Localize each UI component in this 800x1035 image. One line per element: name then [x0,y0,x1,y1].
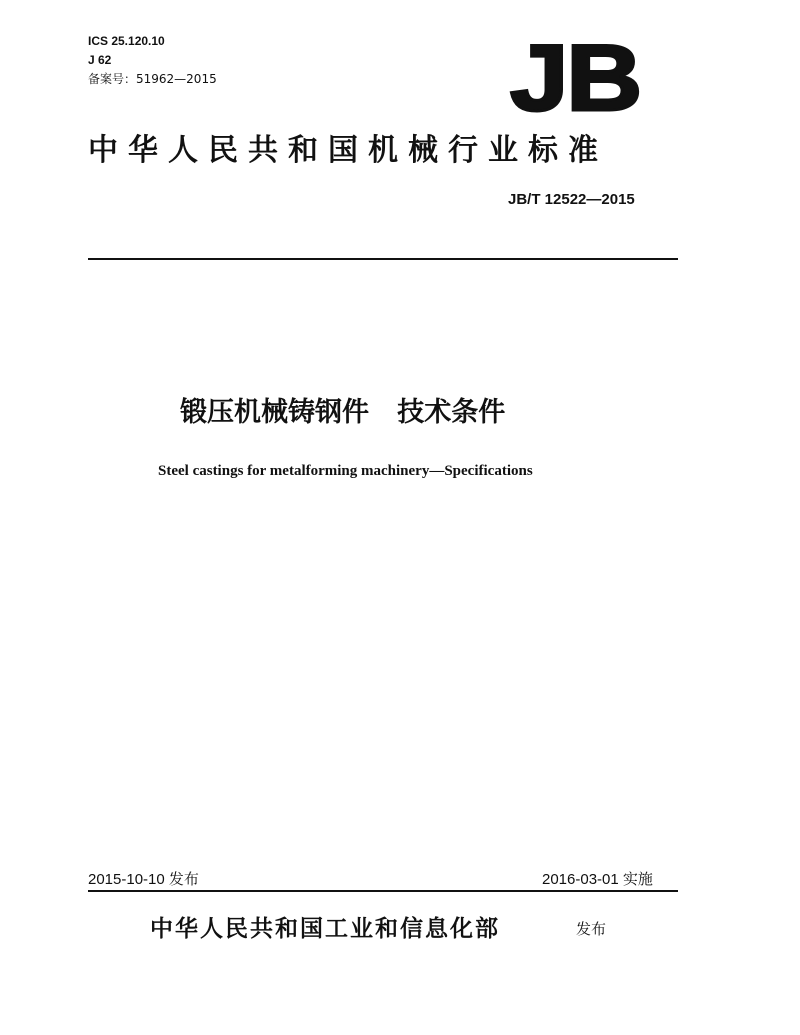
issue-date: 2015-10-10 发布 [88,871,199,888]
standard-number: JB/T 12522—2015 [508,191,635,208]
document-title-cn: 锻压机械铸钢件 技术条件 [180,397,506,428]
publisher-suffix: 发布 [576,920,607,938]
bottom-divider [88,890,678,892]
implementation-date: 2016-03-01 实施 [542,871,653,888]
document-title-en: Steel castings for metalforming machinery—Specifications [158,463,533,479]
publisher-name: 中华人民共和国工业和信息化部 [150,916,500,942]
ics-code: ICS 25.120.10 [88,34,165,48]
ccs-code: J 62 [88,53,112,67]
record-number: 备案号：51962—2015 [88,72,217,86]
organization-title: 中华人民共和国机械行业标准 [88,133,608,168]
svg-text:JB: JB [510,36,640,116]
top-divider [88,258,678,260]
jb-logo [508,36,643,116]
